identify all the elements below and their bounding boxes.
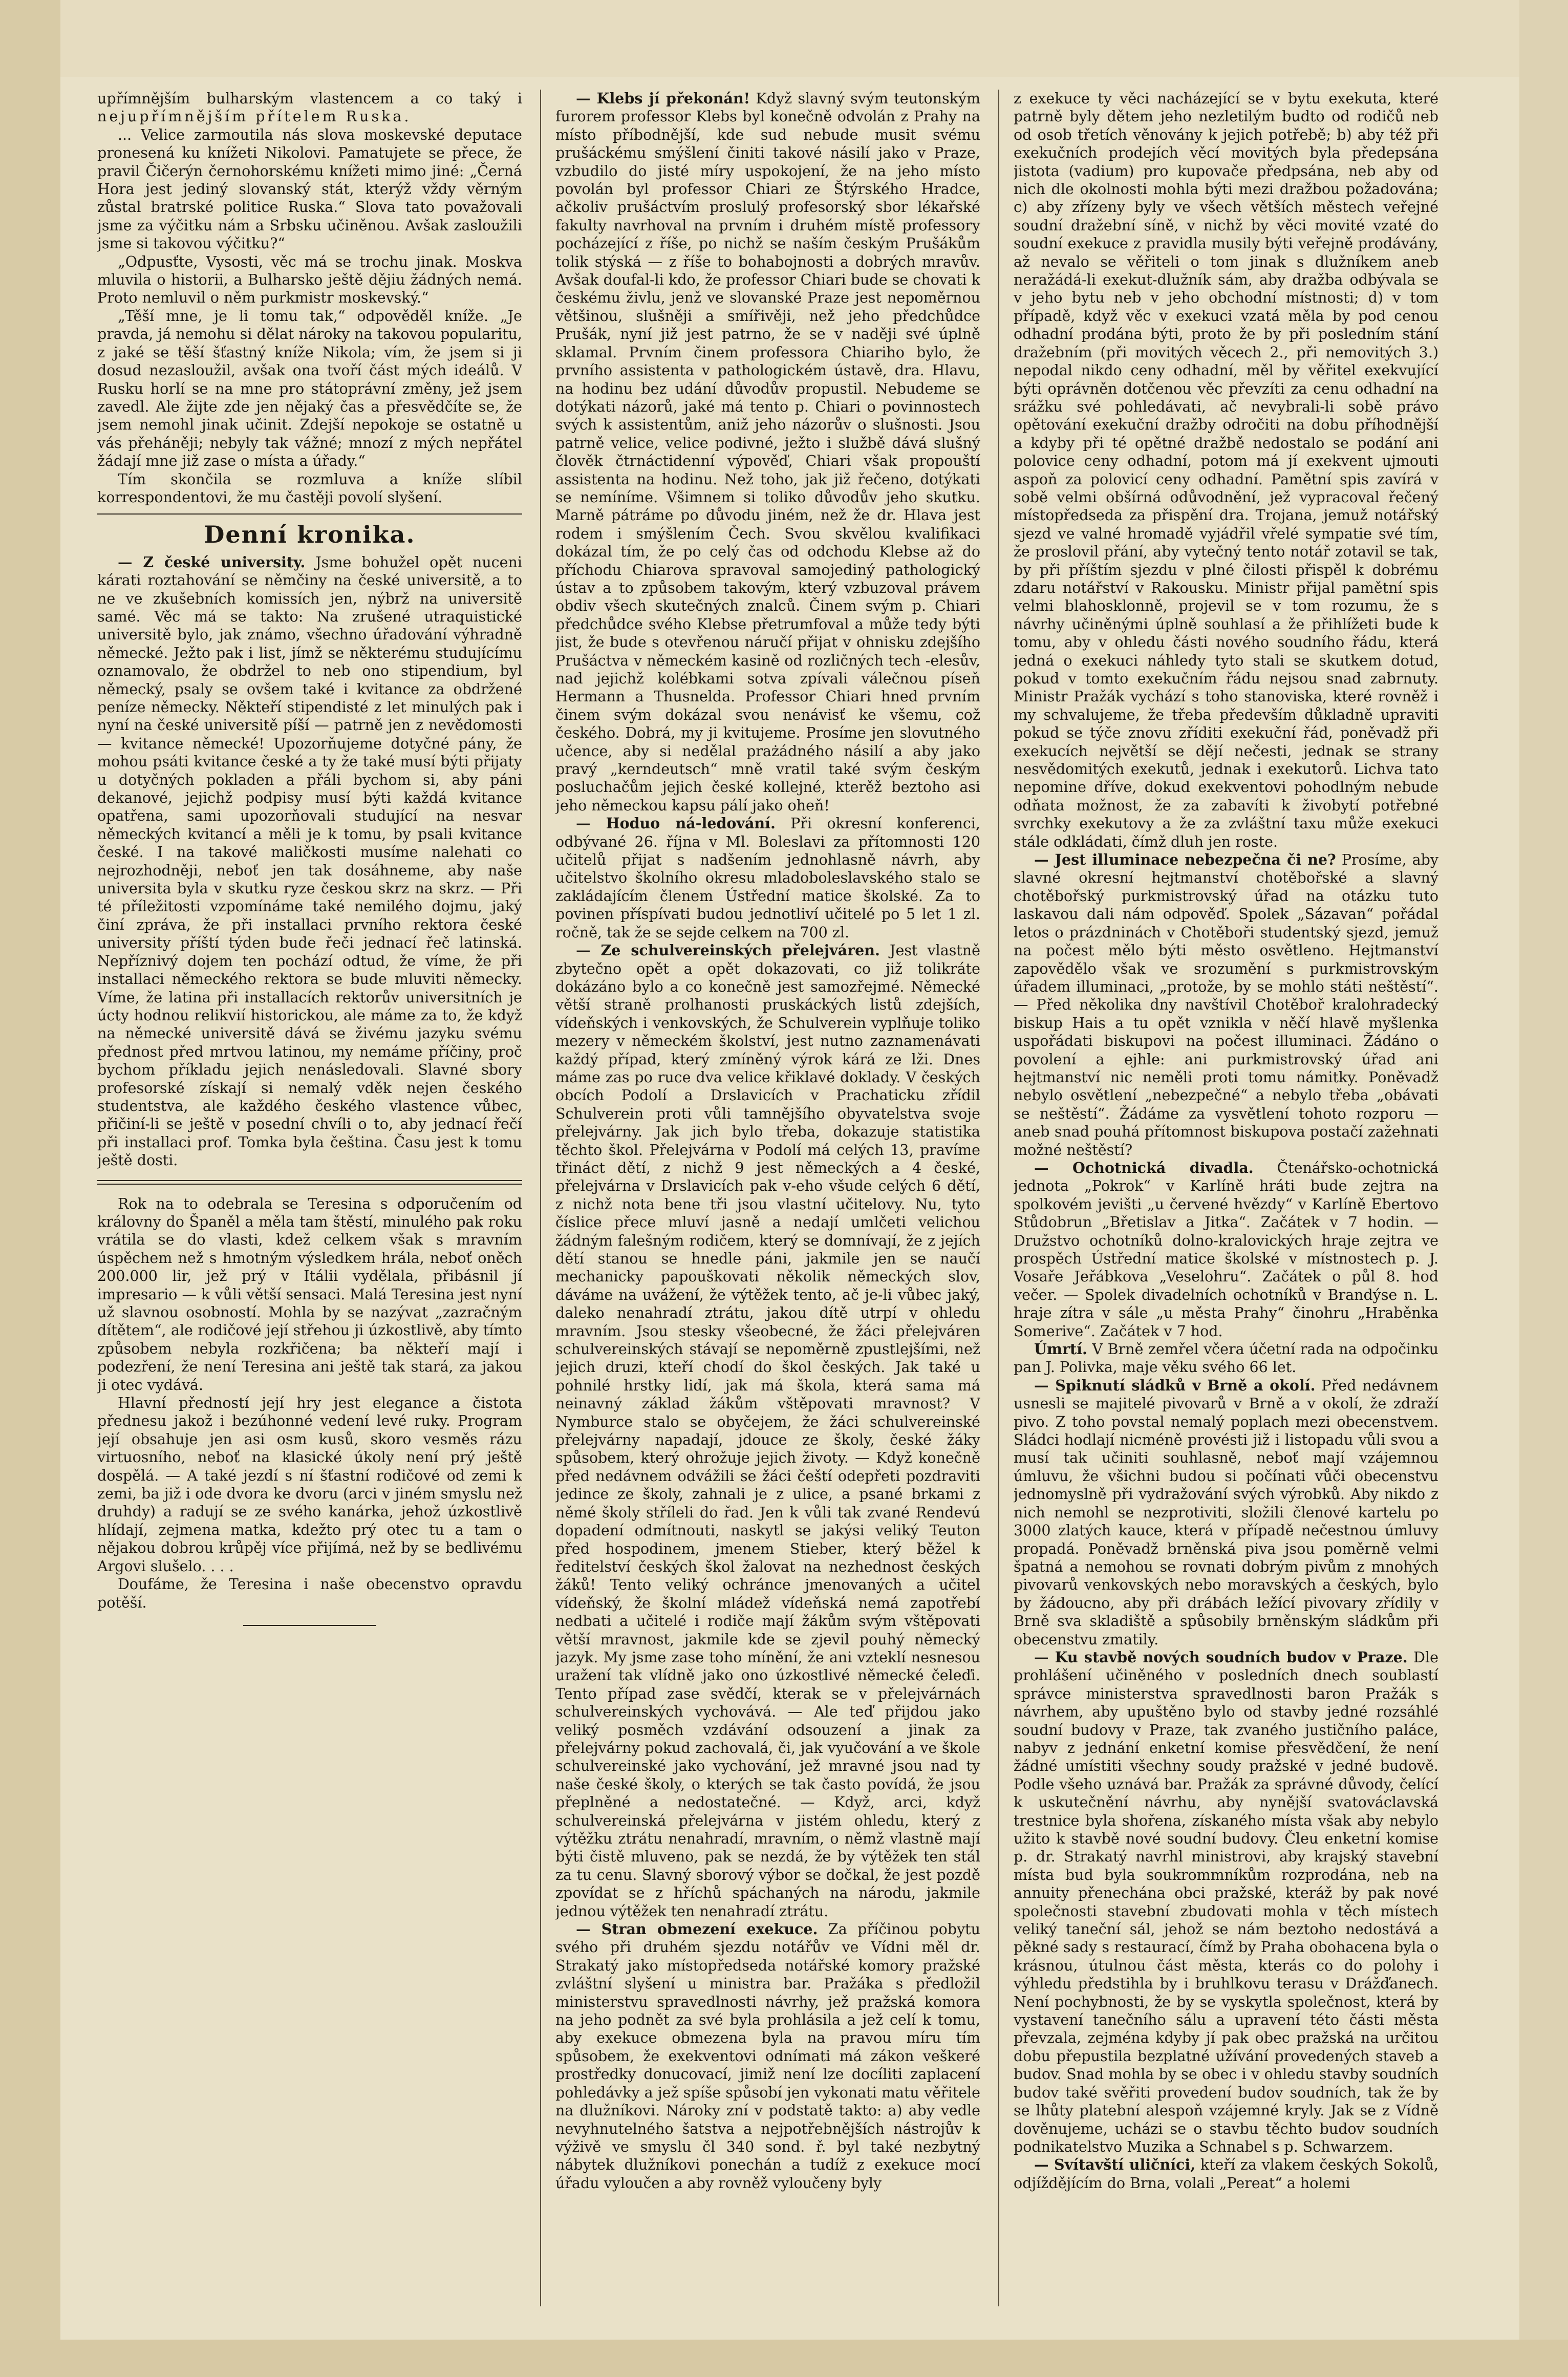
news-item-text: Když slavný svým teutonským furorem professor Klebs byl konečně odvolán z Prahy na místo příbodnější, kde sud nebude musit svému prušáckému smýšlení činiti takové násilí jako v Praze, vzbudilo do jisté míry uspokojení, že na jeho místo povolán byl professor Chiari ze Štýrského Hradce, ačkoliv prušáctvím proslulý profesorský sbor lékařské fakulty navrhoval na prvním i druhém místě professory pocházející z říše, po nichž se naším českým Prušákům tolik stýská — z říše to bohabojnosti a dobrých mravův. Avšak doufal-li kdo, že professor Chiari bude se chovati k českému živlu, jenž ve slovanské Praze jest nepoměrnou většinou, slušněji a smířivěji, než jeho předchůdce Prušák, nyní již jest patrno, že se v naději své úplně sklamal. Prvním činem professora Chiariho bylo, že prvního assistenta v pathologickém ústavě, dra. Hlavu, na hodinu bez udání důvodův propustil. Nebudeme se dotýkati názorů, jaké má tento p. Chiari o povinnostech svých k assistentům, aniž jeho názorův o slušnosti. Jsou patrně velice, velice podivné, ježto i službě dává slušný člověk čtrnáctidenní výpověď, Chiari však propouští assistenta na hodinu. Než toho, jak již řečeno, dotýkati se nemíníme. Všimnem si toliko důvodův jeho skutku. Marně pátráme po důvodu jiném, než že dr. Hlava jest rodem i smýšlením Čech. Svou skvělou kvalifikaci dokázal tím, že po celý čas od odchodu Klebse až do příchodu Chiarova spravoval samojediný pathologický ústav a to způsobem takovým, který vzbuzoval právem obdiv všech skutečných znalců. Činem svým p. Chiari předchůdce svého Klebse přetrumfoval a může tedy býti jist, že bude s otevřenou náručí přijat v ohnisku zdejšího Prušáctva v německém kasině od rozličných tech -elesův, nad jejichž kolébkami sotva zpívali válečnou píseň Hermann a Thusnelda. Professor Chiari hned prvním činem svým dokázal svou nenávisť ke všemu, což českého. Dobrá, my ji kvitujeme. Prosíme jen slovutného učence, aby si nedělal prażádného násilí a aby jako pravý „kerndeutsch“ mně vratil také svým českým posluchačům jejich české kollejné, kterěž beztoho asi jeho německou kapsu pálí jako oheň! (555, 90, 980, 814)
news-item-heading: — Klebs jí překonán! (576, 90, 750, 107)
page-edge-left (0, 0, 60, 2377)
paragraph: Tím skončila se rozmluva a kníže slíbil korrespondentovi, že mu častěji povolí slyšení. (97, 470, 522, 506)
paragraph: ... Velice zarmoutila nás slova moskevské deputace pronesená ku knížeti Nikolovi. Pamatujete se přece, že pravil Čičerýn černohorskému knížeti mimo jiné: „Černá Hora jest jediný slovanský stát, kterýž vždy věrným zůstal bratrské politice Ruska.“ Slova tato považovali jsme za výčitku nám a Srbsku učiněnou. Avšak zasloužili jsme si takovou výčitku?“ (97, 126, 522, 252)
news-item-text: Čtenářsko-ochotnická jednota „Pokrok“ v Karlíně hráti bude zejtra na spolkovém jevišti „u červené hvězdy“ v Karlíně Ebertovo Stůdobrun „Břetislav a Jitka“. Začátek v 7 hodin. — Družstvo ochotníků dolno-kralovických hraje zejtra ve prospěch Ústřední matice školské v místnostech p. J. Vosaře Jeřábkova „Veselohru“. Začátek o půl 8. hod večer. — Spolek divadelních ochotníků v Brandýse n. L. hraje zítra v sále „u města Prahy“ činohru „Hraběnka Somerive“. Začátek v 7 hod. (1014, 1159, 1438, 1340)
text-run-spaced: nejupřímnějším přítelem Ruska. (97, 108, 412, 125)
column-left (97, 90, 522, 2317)
news-item-text: Dle prohlášení učiněného v posledních dnech soublastí správce ministerstva spravedlnosti baron Pražák s návrhem, aby upuštěno bylo od stavby jedné rozsáhlé soudní budovy v Praze, tak zvaného justičního paláce, nabyv z jednání enketní komise přesvědčení, že není žádné umístiti všechny soudy pražské v jedné budově. Podle všeho uznává bar. Pražák za správné důvody, čelící k uskutečnění návrhu, aby nynější svatováclavská trestnice byla shořena, získaného místa však aby nebylo užito k stavbě nové soudní budovy. Čleu enketní komise p. dr. Strakatý navrhl ministrovi, aby krajský stavební místa bud byla soukrommníkům rozprodána, neb na annuity přenechána obci pražské, kteráž by pak nové společnosti stavební zbudovati mohla v těch místech veliký taneční sál, jehož se nám beztoho nedostává a pěkné sady s restaurací, čímž by Praha obohacena byla o krásnou, útulnou část města, kterás co do polohy i výhledu předstihla by i bruhlkovu terasu v Drážďanech. Není pochybnosti, že by se vyskytla společnost, která by vystavení tanečního sálu a upravení této části města převzala, zejména kdyby jí pak obec pražská na určitou dobu přepustila bezplatné užívání provedených staveb a budov. Snad mohla by se obec i v ohledu stavby soudních budov také svěřiti provedení budov soudních, tak že by se lhůty platební alespoň vzájemné kryly. Jak se z Vídně dověnujeme, ucházi se o stavbu těchto budov soudních podnikatelstvo Muzika a Schnabel s p. Schwarzem. (1014, 1648, 1438, 2155)
news-item-court-buildings (1014, 1648, 1438, 2156)
news-item-heading: — Spiknutí sládků v Brně a okolí. (1034, 1376, 1316, 1394)
news-item-text: Jest vlastně zbytečno opět a opět dokazovati, co již tolikráte dokázáno bylo a co konečně jest samozřejmé. Německé větší straně prolhanosti pruskáckých listů zdejších, vídeňských i venkovských, že Schulverein vyplňuje toliko mezery v německém školství, jest nutno zaznamenávati každý případ, který zmíněný výrok kárá ze lži. Dnes máme zas po ruce dva velice křiklavé doklady. V českých obcích Podolí a Drslavicích v Prachaticku zřídil Schulverein proti vůli tamnějšího obyvatelstva svoje přelejvárny. Jak jich bylo třeba, dokazuje statistika těchto škol. Přelejvárna v Podolí má celých 13, pravíme třináct dětí, z nichž 9 jest německých a 4 české, přelejvárna v Drslavicích pak v-eho všude celých 6 dětí, z nichž nota bene tři jsou vlastní učitelovy. Nu, tyto číslice přece mluví jasně a nedají umlčeti velichou žádným falešným rodičem, který se domnívají, že z jejích dětí stanou se hnedle páni, jakmile jen se naučí mechanicky papouškovati několik německých slov, dáváme na uvážení, že výtěžek tento, ač je-li vůbec jaký, daleko nenahradí ztrátu, jakou dítě utrpí v ohledu mravním. Jsou stesky všeobecné, že žáci přelejváren schulvereinských stávají se nepoměrně zpustlejšími, než jejich druzi, kteří chodí do škol českých. Jak také u pohnilé hrstky lidí, jak má škola, která sama má neinavný základ žákům vštěpovati mravnost? V Nymburce stalo se obyčejem, že žáci schulvereinské přelejvárny napadají, jdouce ze školy, české žáky spůsobem, který ohrožuje jejich životy. — Když konečně před nedávnem odvážili se žáci čeští odepřeti pozdraviti jedince ze školy, zahnali je z ulice, a psané brkami z němé školy stříleli do řad. Jen k vůli tak zvané Rendevú dopadení odmítnouti, naskytl se jakýsi veliký Teuton před hospodinem, jmenem Stieber, který běžel k ředitelství českých škol žalovat na nezhednost českých žáků! Tento veliký ochránce jmenovaných a učitel vídeňský, že školní mládež vídeňská nemá zapotřebí nedbati a učitelé i rodiče mají žákům svým vštěpovati větší mravnost, jakmile kde se zjevil pouhý německý jazyk. My jsme zase toho mínění, že ani vzteklí nesnesou uražení tak vlídně jako ono úzkostlivé německé čeleďi. Tento případ zase svědčí, kterak se v přelejvárnách schulvereinských vychovává. — Ale teď přijdou jako veliký posměch vzdávání odsouzení a jinak za přelejvárny pokud zachovalá, či, jak vyučování a ve škole schulvereinské jako vychování, jež mravné jsou nad ty naše české školy, o kterých se tak často povídá, že jsou přeplněné a nedostatečné. — Když, arci, když schulvereinská přelejvárna v jistém ohledu, který z výtěžku ztrátu nenahradí, mravním, o němž vlastně mají býti čistě mluveno, pak se nezdá, že by výtěžek ten stál za tu cenu. Slavný sborový výbor se dočkal, že jest pozdě zpovídat se z hříchů spáchaných na národu, jakmile jednou výtěžek ten nenahradí ztrátu. (555, 942, 980, 1920)
news-item-klebs (555, 90, 980, 815)
text-run: upřímnějším bulharským vlastencem a co taký i (97, 90, 522, 107)
news-item-heading: — Jest illuminace nebezpečna či ne? (1034, 851, 1336, 869)
news-item-theatre (1014, 1159, 1438, 1340)
news-item-heading: — Ze schulvereinských přelejváren. (576, 941, 880, 959)
news-item-heading: — Svítavští uličníci, (1034, 2156, 1196, 2174)
news-item-conference (555, 815, 980, 941)
news-item-text: Při okresní konferenci, odbývané 26. října v Ml. Boleslavi za přítomnosti 120 učitelů přijat s nadšením jednohlasně návrh, aby učitelstvo školního okresu mladoboleslavského stalo se zakládajícím členem Ústřední matice školské. Za to povinen příspívati budou jednotliví učitelé po 5 let 1 zl. ročně, tak že se sejde celkem na 700 zl. (555, 815, 980, 941)
news-item-execution-continued: z exekuce ty věci nacházející se v bytu exekuta, které patrně byly dětem jeho nezletilým budto od rodičů neb od osob třetích věnovány k jejich potřebě; b) aby též při exekučních prodejích věcí movitých byla předepsána jistota (vadium) pro kupovače předpsána, neb aby od nich dle okolnosti mohla býti mezi dražbou požadována; c) aby zřízeny byly ve všech větších městech veřejné soudní dražební síně, v nichž by věci movité vzaté do soudní exekuce z pravidla musily býti veřejně prodávány, až nevalo se věřiteli o tom jinak s dlužníkem aneb neražádá-li exekut-dlužník sám, aby dražba odbývala se v jeho bytu neb v jeho obchodní místnosti; d) v tom případě, když věc v exekuci vzatá měla by pod cenou odhadní prodána býti, proto že by při posledním stání dražebním (při movitých věcech 2., při nemovitých 3.) nepodal nikdo ceny odhadní, měl by věřitel exekvující býti oprávněn dotčenou věc převzíti za cenu odhadní na srážku své pohledávati, ač nevybrali-li sobě právo opětování exekuční dražby odročiti na dobu příhodnější a kdyby při té opětné dražbě nedostalo se podání ani polovice ceny odhadní, potom má jí exekvent ujmouti aspoň za polovicí ceny odhadní. Pamětní spis zavírá v sobě velmi obšírná odůvodnění, jež vypracoval řečený místopředseda za přispění dra. Trojana, jemuž notářský sjezd ve valné hromadě vyjádřil vřelé sympatie své tím, že proslovil přání, aby vytečný tento notář zotavil se tak, by při příštím sjezdu v plné čilosti přispěl k dobrému zdaru notářství v Rakousku. Ministr přijal pamětní spis velmi blahosklonně, projevil se v tom rozumu, že s návrhy učiněnými úplně souhlasí a že přihlížeti bude k tomu, aby v ohledu části nového soudního řádu, která jedná o exekuci náhledy tyto stali se skutkem dotud, pokud v tomto exekučním řádu nejsou snad zabrnuty. Ministr Pražák vychází s toho stanoviska, které rovněž i my schvalujeme, že třeba především důkladně upraviti pokud se týče znovu zříditi exekuční řád, poněvadž při exekucích největší se dějí nečesti, jednak se strany nesvědomitých exekutů, jednak i exekutorů. Lichva tato nepomine dříve, dokud exekventovi pohodlným nebude odňata možnost, že za zabavíti k živobytí potřebné svrchky exekutovy a že za zvláštní taxu může exekuci stále odkládati, čímž dluh jen roste. (1014, 90, 1438, 850)
feuilleton-paragraph: Hlavní předností její hry jest elegance a čistota přednesu jakož i bezúhonné vedení levé ruky. Program její obsahuje jen asi osm kusů, skoro vesměs rázu virtuosního, neboť na klasické úkoly není prý ještě dospělá. — A také jezdí s ní šťastní rodičové od zemi k zemi, ba již i ode dvora ke dvoru (arci v jiném smyslu než druhdy) a radují se ze svého kanárka, jehož úzkostlivě hlídají, zejmena matka, kdežto prý otec tu a tam o nějakou dobrou krůpěj více přijímá, než by se bedlivému Argovi slušelo. . . . (97, 1395, 522, 1575)
news-item-heading: — Ochotnická divadla. (1034, 1159, 1254, 1176)
news-item-brewers (1014, 1377, 1438, 1648)
news-item-text: Před nedávnem usnesli se majitelé pivovarů v Brně a v okolí, že zdraží pivo. Z toho povstal nemalý poplach mezi obecenstvem. Sládci hodlají nicméně provésti již i listopadu vůli svou a musí tak učiniti souhlasně, neboť mají vzájemnou úmluvu, že všichni budou si počínati vůči obecenstvu jednomyslně při vydražování svých výrobků. Aby nikdo z nich nemohl se nezprotiviti, složili členové kartelu po 3000 zlatých kauce, která v případě nečestnou úmluvy propadá. Poněvadž brněnská piva jsou poměrně velmi špatná a nemohou se rovnati dobrým pivům z mnohých pivovarů venkovských nebo moravských a českých, bylo by žádoucno, aby při drábách ležící pivovary zřídily v Brně sva skladiště a spůsobily brněnským sládkům při obecenstvu zmatily. (1014, 1377, 1438, 1648)
paragraph: „Odpusťte, Vysosti, věc má se trochu jinak. Moskva mluvila o historii, a Bulharsko ještě dějiu žádných nemá. Proto nemluvil o něm purkmistr moskevský.“ (97, 253, 522, 307)
column-divider-2 (998, 90, 999, 2306)
feuilleton-rule (97, 1180, 522, 1185)
page-edge-right (1519, 0, 1568, 2377)
news-item-text: kteří za vlakem českých Sokolů, odjíždějícím do Brna, volali „Pereat“ a holemi (1014, 2156, 1438, 2192)
news-item-university (97, 553, 522, 1170)
paragraph: „Těší mne, je li tomu tak,“ odpověděl kníže. „Je pravda, já nemohu si dělat nároky na takovou popularitu, z jaké se těší šťastný kníže Nikola; vím, že jsem si ji dosud nezasloužil, avšak ona tvoří část mých ideálů. V Rusku horlí se na mne pro státoprávní změny, jež jsem zavedl. Ale žijte zde jen nějaký čas a přesvědčíte se, že jsem nemohl jinak učinit. Zdejší nepokoje se ostatně u vás přeháněji; nebyly tak vážné; mnozí z mých nepřátel žádají mne již zase o místa a úřady.“ (97, 307, 522, 470)
news-item-svitavy (1014, 2156, 1438, 2192)
news-item-schulverein (555, 941, 980, 1920)
news-item-illumination (1014, 851, 1438, 1159)
news-item-text: Prosíme, aby slavné okresní hejtmanství chotěbořské a slavný chotěbořský purkmistrovský úřad na otázku tuto laskavou dali nám odpověď. Spolek „Sázavan“ pořádal letos o prázdninách v Chotěboři studentský sjezd, jemuž na počest mělo býti město osvětleno. Hejtmanství zapovědělo však ve srozumění s purkmistrovským úřadem illuminaci, „protože, by se mohlo státi neštěstí“. — Před několika dny navštívil Chotěboř kralohradecký biskup Hais a tu opět vznikla v něčí hlavě myšlenka uspořádati biskupovi na počest illuminaci. Žádáno o povolení a ejhle: ani purkmistrovský úřad ani hejtmanství nic neměli proti tomu námitky. Poněvadž nebylo osvětlení „nebezpečné“ a nebylo třeba „obávati se neštěstí“. Žádáme za vysvětlení tohoto rozporu — aneb snad pouhá přítomnost biskupova postačí zažehnati možné neštěstí? (1014, 851, 1438, 1159)
column-middle (555, 90, 980, 2317)
page-edge-bottom (0, 2340, 1568, 2377)
end-rule (243, 1625, 376, 1626)
section-title: Denní kronika. (204, 521, 416, 549)
news-item-heading: Úmrtí. (1034, 1340, 1087, 1358)
news-item-heading: — Ku stavbě nových soudních budov v Praze. (1034, 1648, 1408, 1666)
news-item-heading: — Z české university. (118, 553, 306, 571)
feuilleton-paragraph: Doufáme, že Teresina i naše obecenstvo opravdu potěší. (97, 1576, 522, 1611)
news-item-text: V Brně zemřel včera účetní rada na odpočinku pan J. Polivka, maje věku svého 66 let. (1014, 1341, 1438, 1376)
news-item-death (1014, 1340, 1438, 1377)
column-right (1014, 90, 1438, 2317)
news-item-text: Jsme bohužel opět nuceni kárati roztahování se němčiny na české universitě, a to ne ve zkušebních komissích jen, nýbrž na universitě samé. Věc má se takto: Na zrušené utraquistické universitě bylo, jak známo, všechno úřadování výhradně německé. Ježto pak i list, jímž se některému studujícímu oznamovalo, že obdržel to neb ono stipendium, byl německý, psaly se ovšem také i kvitance za obdržené peníze německy. Někteří stipendisté z let minulých pak i nyní na české universitě píší — patrně jen z nevědomosti — kvitance německé! Upozorňujeme dotyčné pány, že mohou psáti kvitance české a ty že také musí býti přijaty u dotyčných pokladen a přáli bychom si, aby páni dekanové, jejichž podpisy musí býti každá kvitance opatřena, sami upozorňovali studující na nesvar německých kvitancí a měli je k tomu, by psali kvitance české. I na takové maličkosti musíme nalehati co nejrozhodněji, neboť jen tak dosáhneme, aby naše universita byla v skutku ryze českou skrz na skrz. — Při té příležitosti vzpomínáme také nemilého dojmu, jaký činí zpráva, že při installaci prvního rektora české university příští týden bude řeči jednací řeč latinská. Nepříznivý dojem ten pochází odtud, že víme, že při installaci německého rektora se bude mluviti německy. Víme, že latina při installacích rektorův universitních je úcty hodnou relikvií historickou, ale máme za to, že když na německé universitě dává se živému jazyku svému přednost před mrtvou latinou, my nemáme příčiny, proč bychom příkladu jejich nenásledovali. Slavné sbory profesorské získají si nemalý vděk nejen českého studentstva, ale každého českého vlastence vůbec, přičiní-li se ještě v posední chvíli o to, aby jednací řečí při installaci prof. Tomka byla čeština. Času jest k tomu ještě dosti. (97, 553, 522, 1169)
news-item-heading: — Hoduo ná-ledování. (576, 815, 776, 832)
column-divider-1 (540, 90, 541, 2306)
paragraph-continuation (97, 90, 522, 126)
feuilleton-paragraph: Rok na to odebrala se Teresina s odporučením od královny do Španěl a měla tam štěstí, minulého pak roku vrátila se do vlasti, kdež celkem však s mravním úspěchem než s hmotným výsledkem hrála, neboť oněch 200.000 lir, jež prý v Itálii vydělala, přibásnil jí impresario — k vůli větší sensaci. Malá Teresina jest nyní už slavnou osobností. Mohla by se nazývat „zazračným dítětem“, ale rodičové její střehou ji úzkostlivě, aby tímto způsobem nebyla rozkřičena; ba někteří mají i podezření, že není Teresina ani ještě tak stará, za jakou ji otec vydává. (97, 1195, 522, 1394)
news-item-heading: — Stran obmezení exekuce. (576, 1920, 818, 1938)
news-item-execution (555, 1920, 980, 2192)
section-rule (97, 513, 522, 515)
news-item-text: Za příčinou pobytu svého při druhém sjezdu notářův ve Vídni měl dr. Strakatý jako místopředseda notářské komory pražské zvláštní slyšení u ministra bar. Pražáka s předložil ministerstvu spravedlnosti návrhy, jež pražská komora na jeho podnět za své byla prohlásila a jež celí k tomu, aby exekuce obmezena byla na pravou míru tím spůsobem, že exekventovi odnímati má zákon veškeré prostředky donucovací, jimiž není lze docíliti zaplacení pohledávky a jež spíše spůsobí jen vykonati matu věřitele na dlužníkovi. Nároky zní v podstatě takto: a) aby vedle nevyhnutelného šatstva a nejpotřebnějších nástrojův k výživě ve smyslu čl 340 sond. ř. byl také nezbytný nábytek dlužníkovi ponechán a tudíž z exekuce mocí úřadu vyloučen a aby rovněž vyloučeny byly (555, 1921, 980, 2192)
